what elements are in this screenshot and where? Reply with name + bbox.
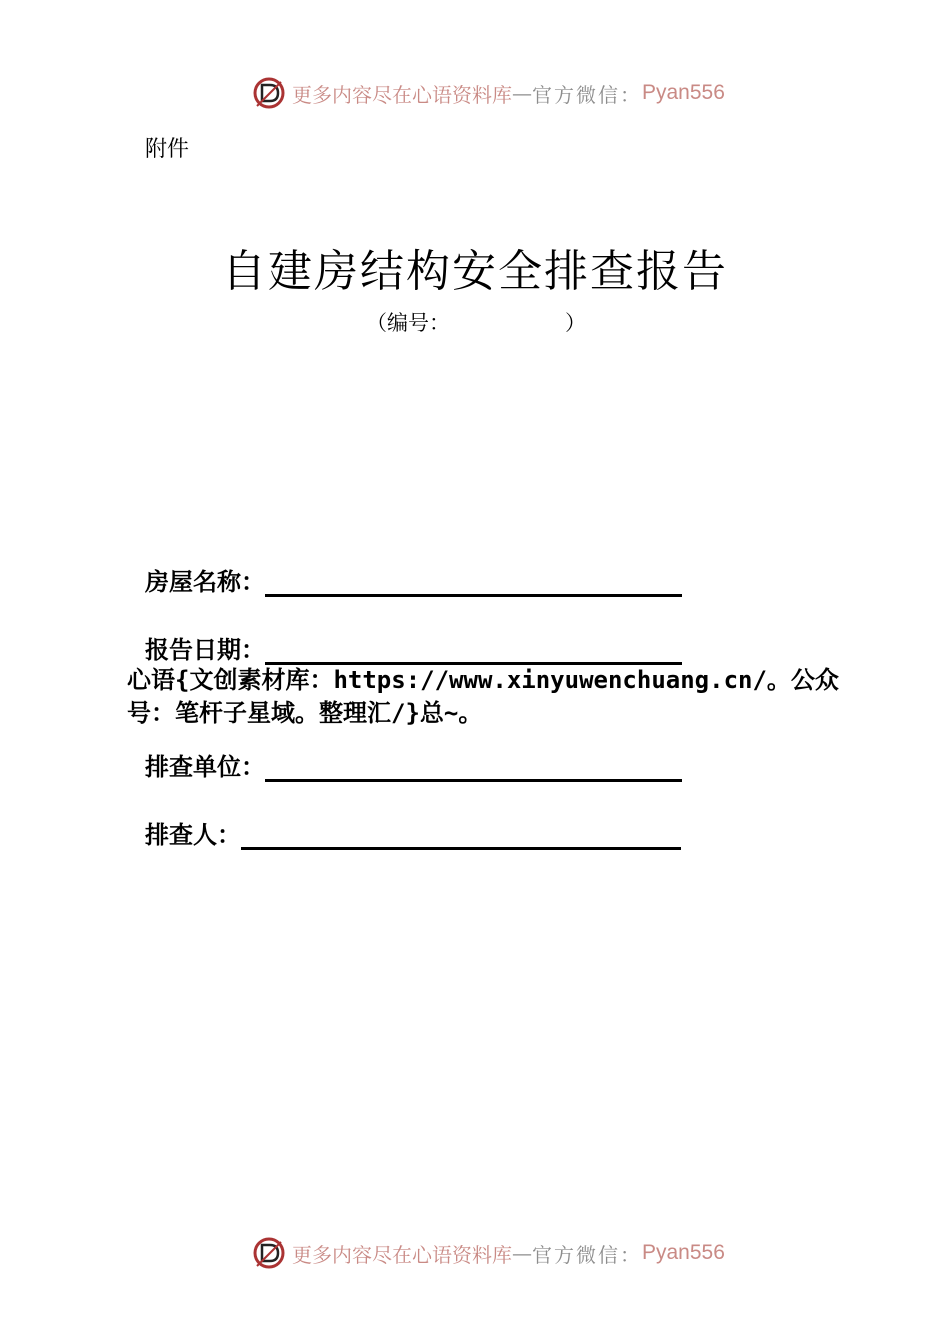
house-name-blank[interactable]	[265, 572, 682, 597]
document-number-close: ）	[565, 311, 586, 335]
watermark-wechat-id: Pyan556	[642, 81, 725, 104]
watermark-wechat-label: 官方微信：	[532, 82, 642, 107]
document-number	[366, 307, 586, 337]
inspector-label: 排查人：	[145, 821, 241, 849]
report-date-blank[interactable]	[265, 640, 682, 665]
inspection-unit-blank[interactable]	[265, 757, 682, 782]
inspection-unit-label: 排查单位：	[145, 753, 265, 781]
top-watermark	[252, 73, 725, 113]
document-number-label: （编号：	[366, 311, 450, 335]
house-name-field	[145, 562, 682, 597]
watermark-wechat-id: Pyan556	[642, 1241, 725, 1264]
watermark-wechat-label: 官方微信：	[532, 1242, 642, 1267]
watermark-separator: —	[512, 81, 532, 105]
watermark-brand-text: 更多内容尽在心语资料库	[292, 1242, 512, 1267]
inserted-notice-text: 心语{文创素材库：https://www.xinyuwenchuang.cn/。公众号：笔杆子星域。整理汇/}总~。	[127, 666, 839, 727]
stylized-d-logo-icon	[252, 76, 286, 110]
report-date-label: 报告日期：	[145, 636, 265, 664]
inspector-blank[interactable]	[241, 825, 681, 850]
watermark-brand-text: 更多内容尽在心语资料库	[292, 82, 512, 107]
bottom-watermark	[252, 1233, 725, 1273]
document-title: 自建房结构安全排查报告	[222, 246, 728, 297]
inspector-field	[145, 815, 681, 850]
watermark-separator: —	[512, 1241, 532, 1265]
house-name-label: 房屋名称：	[145, 568, 265, 596]
report-date-field	[145, 630, 682, 665]
stylized-d-logo-icon	[252, 1236, 286, 1270]
inspection-unit-field	[145, 747, 682, 782]
attachment-label: 附件	[145, 137, 190, 162]
